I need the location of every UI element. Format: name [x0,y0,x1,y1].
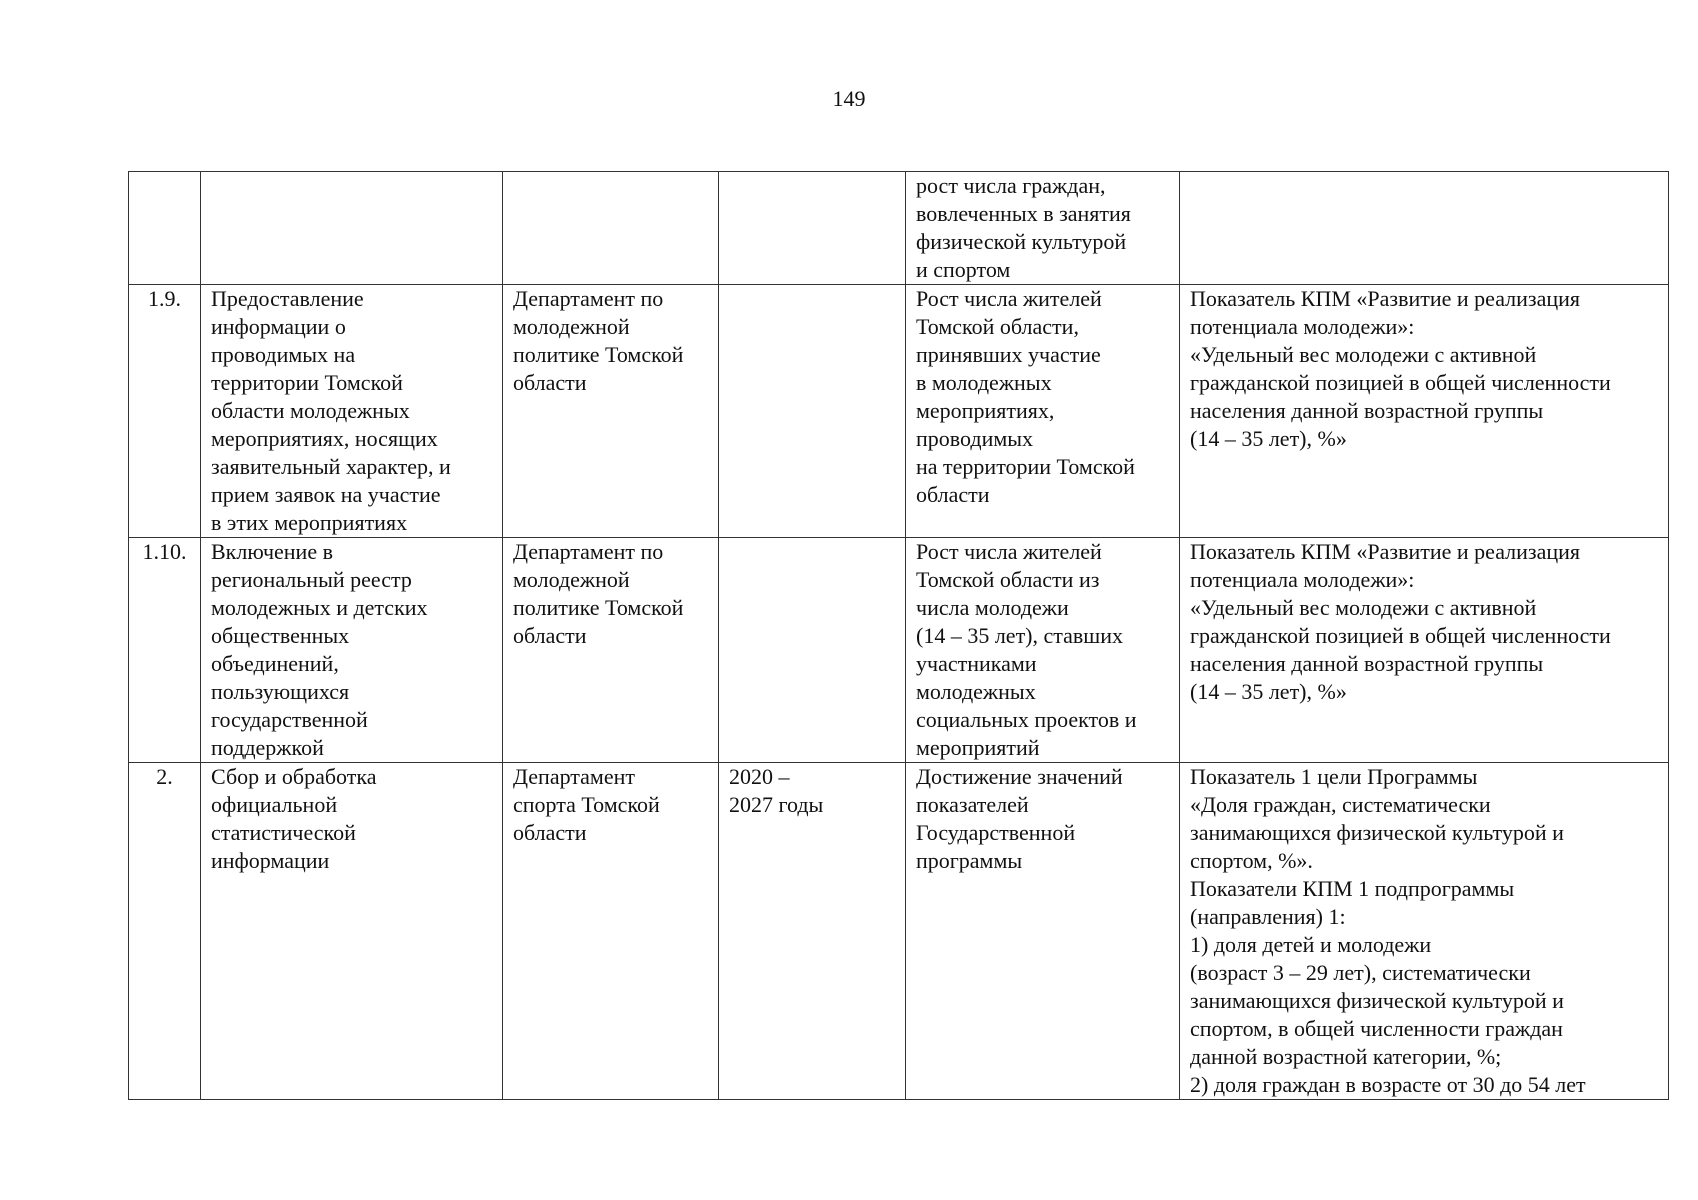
term-cell [719,285,906,538]
executor-cell: Департамент спорта Томской области [503,763,719,1100]
event-cell: Предоставление информации о проводимых на территории Томской области молодежных мероприятиях, носящих заявительный характер, и прием заявок на участие в этих мероприятиях [201,285,503,538]
result-cell: рост числа граждан, вовлеченных в занятия физической культурой и спортом [906,172,1180,285]
executor-cell: Департамент по молодежной политике Томской области [503,538,719,763]
table-row [129,285,1669,538]
table-row [129,538,1669,763]
row-number-cell: 2. [129,763,201,1100]
term-cell: 2020 – 2027 годы [719,763,906,1100]
row-number-cell [129,172,201,285]
row-number-cell: 1.9. [129,285,201,538]
table-row [129,763,1669,1100]
term-cell [719,172,906,285]
page-number: 149 [832,86,866,111]
indicator-cell [1180,172,1669,285]
executor-cell: Департамент по молодежной политике Томской области [503,285,719,538]
program-activities-table [128,171,1669,1100]
result-cell: Рост числа жителей Томской области из числа молодежи (14 – 35 лет), ставших участниками молодежных социальных проектов и мероприятий [906,538,1180,763]
row-number-cell: 1.10. [129,538,201,763]
indicator-cell: Показатель КПМ «Развитие и реализация потенциала молодежи»: «Удельный вес молодежи с активной гражданской позицией в общей численности населения данной возрастной группы (14 – 35 лет), %» [1180,538,1669,763]
table-row [129,172,1669,285]
indicator-cell: Показатель 1 цели Программы «Доля граждан, систематически занимающихся физической культурой и спортом, %». Показатели КПМ 1 подпрограммы (направления) 1: 1) доля детей и молодежи (возраст 3 – 29 лет), систематически занимающихся физической культурой и спортом, в общей численности граждан данной возрастной категории, %; 2) доля граждан в возрасте от 30 до 54 лет [1180,763,1669,1100]
indicator-cell: Показатель КПМ «Развитие и реализация потенциала молодежи»: «Удельный вес молодежи с активной гражданской позицией в общей численности населения данной возрастной группы (14 – 35 лет), %» [1180,285,1669,538]
event-cell [201,172,503,285]
result-cell: Рост числа жителей Томской области, принявших участие в молодежных мероприятиях, проводимых на территории Томской области [906,285,1180,538]
event-cell: Включение в региональный реестр молодежных и детских общественных объединений, пользующихся государственной поддержкой [201,538,503,763]
term-cell [719,538,906,763]
event-cell: Сбор и обработка официальной статистической информации [201,763,503,1100]
result-cell: Достижение значений показателей Государственной программы [906,763,1180,1100]
executor-cell [503,172,719,285]
